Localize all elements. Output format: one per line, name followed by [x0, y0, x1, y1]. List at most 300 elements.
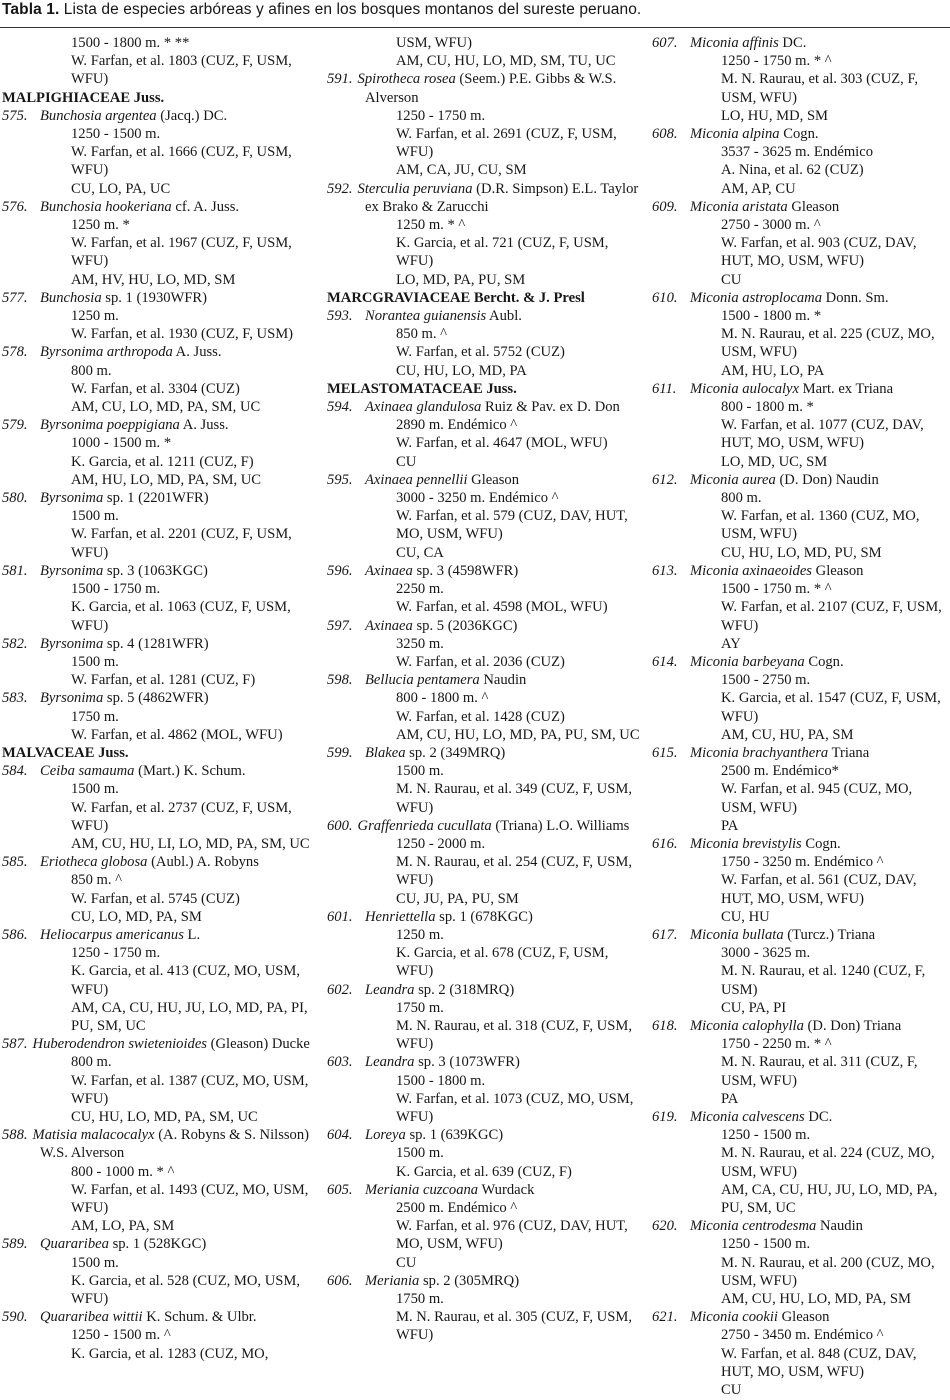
species-detail: 1500 - 1750 m.: [71, 581, 161, 598]
species-detail: 2500 m. Endémico ^: [396, 1200, 518, 1216]
species-author: sp. 5 (4862WFR): [103, 690, 209, 707]
species-name: Miconia barbeyana: [690, 653, 805, 670]
species-number: 606.: [327, 1272, 353, 1289]
species-author: Gleason: [787, 198, 840, 215]
species-name: Bunchosia argentea: [40, 107, 157, 124]
species-detail: 800 - 1800 m. ^: [396, 690, 489, 707]
species-detail: W. Farfan, et al. 2201 (CUZ, F, USM, WFU): [71, 526, 292, 561]
caption-rule: [0, 27, 950, 28]
species-detail: W. Farfan, et al. 2737 (CUZ, F, USM, WFU): [71, 799, 292, 834]
column-3: [652, 34, 950, 1399]
species-detail: CU: [721, 1382, 742, 1399]
species-name: Miconia centrodesma: [690, 1218, 817, 1235]
species-detail: 800 - 1800 m. *: [721, 399, 814, 416]
species-author: (Triana) L.O. Williams: [491, 817, 630, 834]
species-author: Ruiz & Pav. ex D. Don: [481, 399, 620, 416]
species-heading: [327, 617, 645, 635]
species-detail: W. Farfan, et al. 1360 (CUZ, MO, USM, WFU): [721, 508, 920, 543]
species-detail: AM, CA, JU, CU, SM: [396, 162, 527, 179]
species-name: Miconia affinis: [690, 35, 779, 51]
species-detail: W. Farfan, et al. 1428 (CUZ): [396, 708, 565, 725]
species-detail: W. Farfan, et al. 561 (CUZ, DAV, HUT, MO, USM, WFU): [721, 872, 917, 907]
species-detail: 1500 m.: [71, 781, 119, 798]
species-detail: 1250 - 1750 m.: [71, 945, 161, 962]
species-detail: 1500 - 1750 m. * ^: [721, 581, 832, 598]
species-number: 579.: [2, 417, 28, 434]
species-name: Loreya: [365, 1127, 406, 1144]
species-author: sp. 4 (1281WFR): [103, 635, 209, 652]
species-number: 577.: [2, 289, 28, 306]
species-detail: 3000 - 3250 m. Endémico ^: [396, 490, 559, 507]
species-heading: [2, 1035, 318, 1053]
species-heading: [327, 307, 645, 325]
species-detail: W. Farfan, et al. 1803 (CUZ, F, USM, WFU): [71, 53, 292, 88]
species-author: Gleason: [777, 1309, 830, 1326]
species-author: Wurdack: [478, 1181, 535, 1198]
species-detail: 1250 m. * ^: [396, 217, 466, 234]
species-heading: [327, 471, 645, 489]
species-name: Axinaea: [365, 562, 413, 579]
species-detail: 2250 m.: [396, 581, 444, 598]
family-heading: MELASTOMATACEAE Juss.: [327, 380, 517, 397]
species-number: 590.: [2, 1309, 28, 1326]
species-number: 615.: [652, 744, 678, 761]
species-detail: 2500 m. Endémico*: [721, 763, 839, 780]
species-detail: 1750 m.: [396, 999, 444, 1016]
species-number: 619.: [652, 1108, 678, 1125]
species-author: sp. 2 (305MRQ): [419, 1272, 520, 1289]
species-detail: LO, HU, MD, SM: [721, 107, 829, 124]
species-number: 592.: [327, 180, 353, 197]
species-number: 585.: [2, 854, 28, 871]
species-detail: W. Farfan, et al. 1281 (CUZ, F): [71, 672, 256, 689]
species-heading: [327, 744, 645, 762]
species-name: Meriania: [365, 1272, 420, 1289]
species-detail: CU, PA, PI: [721, 999, 787, 1016]
species-name: Bunchosia: [40, 289, 102, 306]
species-detail: 2750 - 3000 m. ^: [721, 217, 821, 234]
species-number: 621.: [652, 1309, 678, 1326]
species-detail: W. Farfan, et al. 1073 (CUZ, MO, USM, WFU): [396, 1090, 634, 1125]
species-name: Quararibea wittii: [40, 1309, 143, 1326]
species-detail: CU, HU, LO, MD, PU, SM: [721, 544, 882, 561]
species-name: Miconia calophylla: [690, 1017, 804, 1034]
species-detail: PA: [721, 1090, 739, 1107]
species-name: Graffenrieda cucullata: [357, 817, 492, 834]
species-detail: 1500 - 1800 m. *: [721, 308, 822, 325]
species-heading: [652, 1217, 950, 1235]
species-name: Miconia brachyanthera: [690, 744, 829, 761]
species-detail: 1250 - 2000 m.: [396, 835, 486, 852]
species-heading: [2, 926, 318, 944]
species-author: Donn. Sm.: [822, 289, 889, 306]
species-detail: K. Garcia, et al. 678 (CUZ, F, USM, WFU): [396, 945, 609, 980]
species-heading: [652, 289, 950, 307]
species-number: 580.: [2, 490, 28, 507]
species-author: K. Schum. & Ulbr.: [142, 1309, 257, 1326]
species-detail: 2750 - 3450 m. Endémico ^: [721, 1327, 884, 1344]
species-detail: 1500 m.: [71, 1254, 119, 1271]
species-name: Miconia alpina: [690, 126, 780, 143]
species-name: Byrsonima: [40, 635, 104, 652]
species-author: sp. 2 (318MRQ): [414, 981, 515, 998]
column-1: [2, 34, 318, 1363]
species-detail: W. Farfan, et al. 1967 (CUZ, F, USM, WFU): [71, 235, 292, 270]
species-name: Byrsonima poeppigiana: [40, 417, 180, 434]
species-heading: [327, 398, 645, 416]
species-detail: 1250 - 1750 m. * ^: [721, 53, 832, 70]
species-detail: 800 m.: [721, 490, 762, 507]
species-detail: 800 - 1000 m. * ^: [71, 1163, 175, 1180]
species-detail: W. Farfan, et al. 903 (CUZ, DAV, HUT, MO, USM, WFU): [721, 235, 917, 270]
species-detail: M. N. Raurau, et al. 349 (CUZ, F, USM, WFU): [396, 781, 632, 816]
species-number: 576.: [2, 198, 28, 215]
species-heading: [327, 1053, 645, 1071]
species-author: (Jacq.) DC.: [156, 107, 228, 124]
species-name: Meriania cuzcoana: [365, 1181, 479, 1198]
species-detail: K. Garcia, et al. 413 (CUZ, MO, USM, WFU): [71, 963, 301, 998]
species-number: 586.: [2, 926, 28, 943]
species-number: 593.: [327, 308, 353, 325]
species-detail: AY: [721, 635, 741, 652]
table-caption: [2, 1, 641, 19]
species-author: A. Juss.: [172, 344, 222, 361]
species-heading: [2, 1126, 318, 1162]
species-detail: 3537 - 3625 m. Endémico: [721, 144, 873, 161]
species-detail: AM, CU, LO, MD, PA, SM, UC: [71, 399, 261, 416]
species-number: 594.: [327, 399, 353, 416]
species-detail: W. Farfan, et al. 3304 (CUZ): [71, 380, 240, 397]
species-number: 581.: [2, 562, 28, 579]
species-detail: 1500 - 1800 m. * **: [71, 35, 190, 51]
species-author: (Mart.) K. Schum.: [134, 763, 246, 780]
species-heading: [327, 1126, 645, 1144]
species-heading: [327, 671, 645, 689]
species-name: Blakea: [365, 744, 406, 761]
species-name: Miconia axinaeoides: [690, 562, 812, 579]
species-number: 584.: [2, 763, 28, 780]
species-author: (D. Don) Triana: [803, 1017, 902, 1034]
species-heading: [652, 198, 950, 216]
species-author: (D.R. Simpson) E.L. Taylor ex Brako & Zarucchi: [365, 180, 639, 215]
species-name: Sterculia peruviana: [357, 180, 473, 197]
species-heading: [2, 635, 318, 653]
species-number: 607.: [652, 35, 678, 51]
species-author: A. Juss.: [179, 417, 229, 434]
species-detail: M. N. Raurau, et al. 200 (CUZ, MO, USM, WFU): [721, 1254, 935, 1289]
species-name: Bellucia pentamera: [365, 672, 480, 689]
species-name: Byrsonima arthropoda: [40, 344, 173, 361]
species-author: Gleason: [812, 562, 864, 579]
species-name: Miconia aristata: [690, 198, 788, 215]
species-detail: K. Garcia, et al. 639 (CUZ, F): [396, 1163, 572, 1180]
species-author: sp. 3 (1063KGC): [103, 562, 208, 579]
species-detail: 1250 m.: [71, 308, 119, 325]
species-detail: CU, LO, MD, PA, SM: [71, 908, 202, 925]
species-author: Cogn.: [801, 835, 841, 852]
species-detail: M. N. Raurau, et al. 225 (CUZ, MO, USM, WFU): [721, 326, 935, 361]
species-name: Eriotheca globosa: [40, 854, 148, 871]
species-detail: AM, HU, LO, PA: [721, 362, 825, 379]
species-author: (Seem.) P.E. Gibbs & W.S. Alverson: [365, 71, 617, 106]
species-heading: [2, 1235, 318, 1253]
species-author: sp. 2 (349MRQ): [405, 744, 506, 761]
species-detail: AM, CU, HU, PA, SM: [721, 726, 854, 743]
species-name: Heliocarpus americanus: [40, 926, 184, 943]
species-detail: 1750 - 3250 m. Endémico ^: [721, 854, 884, 871]
family-heading: MARCGRAVIACEAE Bercht. & J. Presl: [327, 289, 585, 306]
species-detail: W. Farfan, et al. 4862 (MOL, WFU): [71, 726, 283, 743]
species-detail: 3000 - 3625 m.: [721, 945, 811, 962]
species-detail: CU, HU, LO, MD, PA, SM, UC: [71, 1108, 258, 1125]
species-name: Miconia aurea: [690, 471, 776, 488]
species-number: 603.: [327, 1054, 353, 1071]
species-detail: AM, HV, HU, LO, MD, SM: [71, 271, 236, 288]
species-name: Huberodendron swietenioides: [32, 1036, 207, 1053]
species-name: Miconia bullata: [690, 926, 784, 943]
species-heading: [327, 562, 645, 580]
species-number: 614.: [652, 653, 678, 670]
species-heading: [327, 817, 645, 835]
species-author: Naudin: [816, 1218, 863, 1235]
species-detail: W. Farfan, et al. 1930 (CUZ, F, USM): [71, 326, 294, 343]
species-heading: [2, 853, 318, 871]
species-detail: 850 m. ^: [396, 326, 448, 343]
species-author: (A. Robyns & S. Nilsson) W.S. Alverson: [40, 1127, 310, 1162]
species-number: 587.: [2, 1036, 28, 1053]
species-name: Leandra: [365, 981, 415, 998]
species-heading: [652, 653, 950, 671]
species-name: Axinaea pennellii: [365, 471, 468, 488]
species-number: 583.: [2, 690, 28, 707]
column-2: [327, 34, 645, 1345]
species-name: Axinaea glandulosa: [365, 399, 482, 416]
species-name: Henriettella: [365, 908, 436, 925]
species-heading: [2, 562, 318, 580]
species-name: Miconia cookii: [690, 1309, 778, 1326]
species-number: 598.: [327, 672, 353, 689]
species-number: 596.: [327, 562, 353, 579]
species-author: sp. 1 (2201WFR): [103, 490, 209, 507]
species-detail: 1250 - 1500 m.: [721, 1236, 811, 1253]
species-author: Mart. ex Triana: [799, 380, 894, 397]
species-heading: [652, 1308, 950, 1326]
species-detail: K. Garcia, et al. 528 (CUZ, MO, USM, WFU): [71, 1272, 301, 1308]
species-name: Byrsonima: [40, 490, 104, 507]
species-author: Triana: [828, 744, 870, 761]
species-heading: [652, 926, 950, 944]
species-detail: W. Farfan, et al. 2691 (CUZ, F, USM, WFU): [396, 126, 617, 161]
species-heading: [327, 981, 645, 999]
table-caption-label: Tabla 1.: [2, 1, 60, 18]
species-author: Cogn.: [804, 653, 844, 670]
species-detail: AM, CU, HU, LI, LO, MD, PA, SM, UC: [71, 835, 310, 852]
species-heading: [2, 343, 318, 361]
species-detail: 1750 m.: [396, 1291, 444, 1308]
species-number: 604.: [327, 1127, 353, 1144]
species-name: Miconia aulocalyx: [690, 380, 800, 397]
species-author: sp. 3 (1073WFR): [414, 1054, 520, 1071]
species-detail: 2890 m. Endémico ^: [396, 417, 518, 434]
species-detail: 1250 - 1500 m.: [721, 1127, 811, 1144]
species-detail: LO, MD, PA, PU, SM: [396, 271, 526, 288]
species-name: Miconia brevistylis: [690, 835, 802, 852]
species-detail: M. N. Raurau, et al. 303 (CUZ, F, USM, WFU): [721, 71, 919, 106]
species-detail: CU: [396, 1254, 417, 1271]
species-heading: [652, 380, 950, 398]
species-detail: M. N. Raurau, et al. 318 (CUZ, F, USM, WFU): [396, 1017, 632, 1053]
species-number: 602.: [327, 981, 353, 998]
species-name: Ceiba samauma: [40, 763, 135, 780]
species-heading: [652, 471, 950, 489]
species-heading: [652, 1108, 950, 1126]
species-heading: [327, 180, 645, 216]
species-number: 578.: [2, 344, 28, 361]
species-detail: 3250 m.: [396, 635, 444, 652]
species-number: 595.: [327, 471, 353, 488]
species-detail: 850 m. ^: [71, 872, 123, 889]
species-author: (D. Don) Naudin: [775, 471, 879, 488]
species-detail: CU, HU, LO, MD, PA: [396, 362, 527, 379]
species-heading: [2, 107, 318, 125]
species-heading: [2, 489, 318, 507]
species-number: 589.: [2, 1236, 28, 1253]
species-detail: W. Farfan, et al. 976 (CUZ, DAV, HUT, MO, USM, WFU): [396, 1218, 628, 1253]
species-detail: AM, CA, CU, HU, JU, LO, MD, PA, PU, SM, UC: [721, 1181, 938, 1216]
species-name: Bunchosia hookeriana: [40, 198, 172, 215]
species-detail: AM, CU, HU, LO, MD, SM, TU, UC: [396, 53, 616, 70]
species-author: sp. 3 (4598WFR): [412, 562, 519, 579]
species-detail: M. N. Raurau, et al. 224 (CUZ, MO, USM, WFU): [721, 1145, 935, 1180]
species-author: sp. 1 (639KGC): [405, 1127, 504, 1144]
species-detail: 1500 m.: [396, 763, 444, 780]
species-name: Spirotheca rosea: [357, 71, 456, 88]
species-detail: W. Farfan, et al. 1387 (CUZ, MO, USM, WFU): [71, 1072, 309, 1107]
species-detail: 1750 - 2250 m. * ^: [721, 1036, 832, 1053]
species-detail: A. Nina, et al. 62 (CUZ): [721, 162, 864, 179]
species-author: Gleason: [467, 471, 520, 488]
species-detail: W. Farfan, et al. 1077 (CUZ, DAV, HUT, MO, USM, WFU): [721, 417, 924, 452]
species-detail: M. N. Raurau, et al. 311 (CUZ, F, USM, WFU): [721, 1054, 918, 1089]
species-heading: [327, 908, 645, 926]
species-number: 617.: [652, 926, 678, 943]
species-detail: 800 m.: [71, 362, 112, 379]
species-detail: CU: [396, 453, 417, 470]
table-caption-text: Lista de especies arbóreas y afines en los bosques montanos del sureste peruano.: [59, 1, 642, 18]
species-author: Naudin: [479, 672, 527, 689]
species-number: 599.: [327, 744, 353, 761]
species-detail: PA: [721, 817, 739, 834]
species-author: Aubl.: [486, 308, 522, 325]
family-heading: MALVACEAE Juss.: [2, 744, 129, 761]
species-detail: 1500 m.: [71, 653, 119, 670]
species-detail: W. Farfan, et al. 2107 (CUZ, F, USM, WFU): [721, 599, 942, 634]
species-heading: [2, 689, 318, 707]
species-number: 582.: [2, 635, 28, 652]
species-detail: AM, CA, CU, HU, JU, LO, MD, PA, PI, PU, SM, UC: [71, 999, 308, 1034]
species-number: 610.: [652, 289, 678, 306]
species-detail: 1250 m. *: [71, 217, 130, 234]
species-heading: [327, 70, 645, 106]
species-detail: 1500 m.: [396, 1145, 444, 1162]
species-number: 600.: [327, 817, 353, 834]
species-detail: K. Garcia, et al. 1283 (CUZ, MO,: [71, 1345, 269, 1362]
species-author: Cogn.: [779, 126, 819, 143]
species-number: 608.: [652, 126, 678, 143]
species-detail: AM, CU, HU, LO, MD, PA, SM: [721, 1291, 912, 1308]
species-heading: [2, 762, 318, 780]
species-author: sp. 5 (2036KGC): [412, 617, 518, 634]
species-author: (Turcz.) Triana: [783, 926, 876, 943]
species-detail: W. Farfan, et al. 1493 (CUZ, MO, USM, WFU): [71, 1181, 309, 1216]
species-author: sp. 1 (528KGC): [108, 1236, 207, 1253]
species-author: DC.: [804, 1108, 833, 1125]
species-detail: CU: [721, 271, 742, 288]
species-number: 605.: [327, 1181, 353, 1198]
species-heading: [652, 744, 950, 762]
species-author: sp. 1 (678KGC): [435, 908, 533, 925]
species-author: L.: [183, 926, 201, 943]
species-author: (Gleason) Ducke: [206, 1036, 310, 1053]
species-detail: CU, CA: [396, 544, 444, 561]
species-detail: 1500 - 1800 m.: [396, 1072, 486, 1089]
species-detail: CU, JU, PA, PU, SM: [396, 890, 519, 907]
species-detail: LO, MD, UC, SM: [721, 453, 828, 470]
species-number: 601.: [327, 908, 353, 925]
species-detail: W. Farfan, et al. 848 (CUZ, DAV, HUT, MO, USM, WFU): [721, 1345, 917, 1380]
species-name: Byrsonima: [40, 562, 104, 579]
species-name: Miconia calvescens: [690, 1108, 805, 1125]
species-detail: AM, CU, HU, LO, MD, PA, PU, SM, UC: [396, 726, 640, 743]
species-number: 597.: [327, 617, 353, 634]
species-detail: M. N. Raurau, et al. 1240 (CUZ, F, USM): [721, 963, 926, 998]
species-detail: 1250 - 1500 m.: [71, 126, 161, 143]
species-detail: USM, WFU): [396, 35, 472, 51]
species-detail: CU, LO, PA, UC: [71, 180, 171, 197]
species-number: 591.: [327, 71, 353, 88]
species-detail: 1250 m.: [396, 926, 444, 943]
species-detail: 1250 - 1750 m.: [396, 107, 486, 124]
species-number: 616.: [652, 835, 678, 852]
species-heading: [327, 1181, 645, 1199]
species-number: 611.: [652, 380, 677, 397]
species-detail: K. Garcia, et al. 1211 (CUZ, F): [71, 453, 254, 470]
species-detail: AM, LO, PA, SM: [71, 1218, 175, 1235]
species-name: Axinaea: [365, 617, 413, 634]
species-detail: M. N. Raurau, et al. 254 (CUZ, F, USM, WFU): [396, 854, 632, 889]
species-name: Byrsonima: [40, 690, 104, 707]
species-detail: K. Garcia, et al. 1063 (CUZ, F, USM, WFU): [71, 599, 291, 634]
species-heading: [652, 34, 950, 52]
species-name: Quararibea: [40, 1236, 109, 1253]
species-heading: [2, 289, 318, 307]
species-detail: M. N. Raurau, et al. 305 (CUZ, F, USM, WFU): [396, 1309, 632, 1344]
species-heading: [2, 416, 318, 434]
species-detail: AM, AP, CU: [721, 180, 796, 197]
species-number: 575.: [2, 107, 28, 124]
species-author: DC.: [778, 35, 807, 51]
species-detail: W. Farfan, et al. 5745 (CUZ): [71, 890, 240, 907]
species-number: 609.: [652, 198, 678, 215]
species-heading: [327, 1272, 645, 1290]
species-detail: 1250 - 1500 m. ^: [71, 1327, 171, 1344]
species-number: 620.: [652, 1218, 678, 1235]
species-detail: K. Garcia, et al. 1547 (CUZ, F, USM, WFU): [721, 690, 941, 725]
species-detail: AM, HU, LO, MD, PA, SM, UC: [71, 471, 262, 488]
species-detail: 1500 m.: [71, 508, 119, 525]
species-heading: [2, 1308, 318, 1326]
species-author: sp. 1 (1930WFR): [101, 289, 208, 306]
